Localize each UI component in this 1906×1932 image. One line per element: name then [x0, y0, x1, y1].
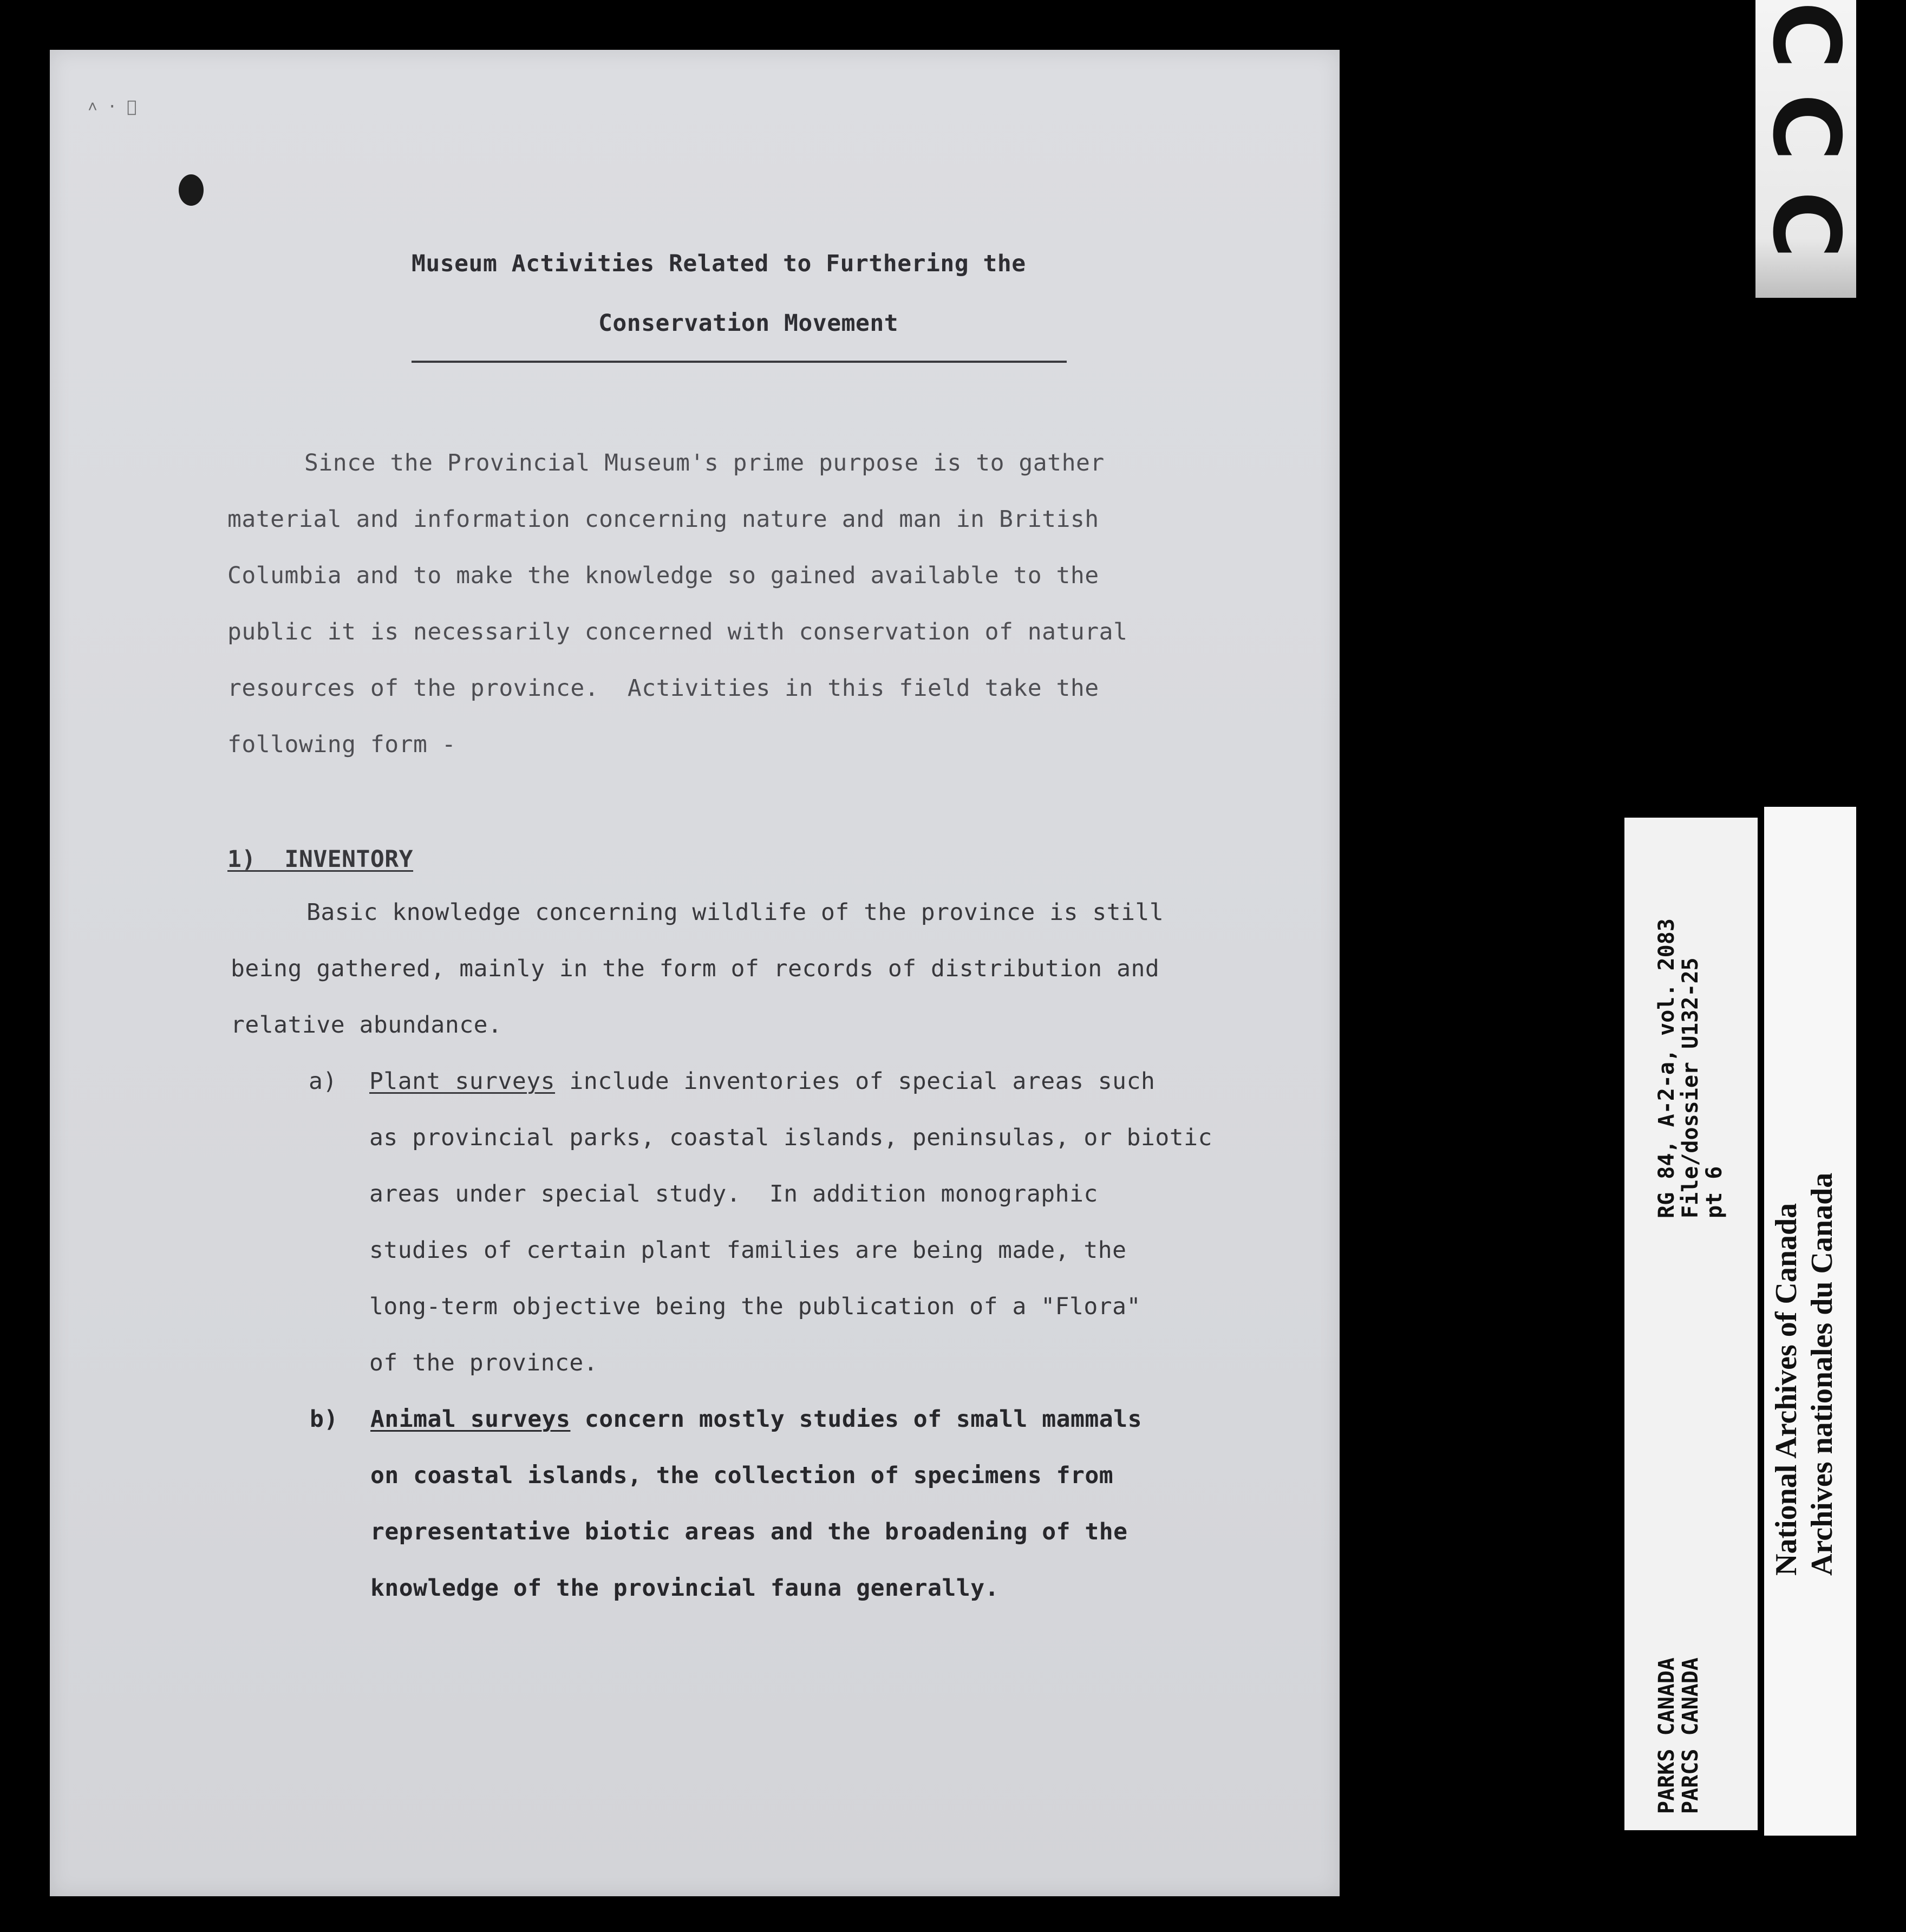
agency-en: PARKS CANADA — [1654, 1657, 1679, 1814]
punch-hole — [179, 174, 204, 206]
intro-line-2: material and information concerning nature and man in British — [227, 506, 1099, 533]
agency-fr: PARCS CANADA — [1678, 1657, 1703, 1814]
inventory-line-3: relative abundance. — [231, 1011, 502, 1039]
item-a-line-6: of the province. — [369, 1349, 598, 1376]
reference-line-1: RG 84, A-2-a, vol. 2083 — [1654, 918, 1679, 1218]
archives-name-card — [1764, 807, 1856, 1836]
inventory-line-2: being gathered, mainly in the form of records of distribution and — [231, 955, 1160, 982]
title-underline — [412, 361, 1067, 363]
intro-line-4: public it is necessarily concerned with conservation of natural — [227, 618, 1128, 645]
item-b-first-rest: concern mostly studies of small mammals — [570, 1406, 1142, 1433]
reference-line-2: File/dossier U132-25 — [1678, 957, 1703, 1218]
document-title-line1: Museum Activities Related to Furthering the — [412, 250, 1026, 277]
frame-mark-1: C — [1752, 1, 1859, 69]
item-a-line-3: areas under special study. In addition monographic — [369, 1180, 1098, 1208]
film-frame-strip — [1752, 0, 1859, 298]
section-heading-inventory: 1) INVENTORY — [227, 846, 414, 873]
item-a-line-4: studies of certain plant families are being made, the — [369, 1237, 1127, 1264]
document-title-line2: Conservation Movement — [598, 310, 899, 337]
item-b-label: Animal surveys — [370, 1406, 571, 1433]
archives-name-en: National Archives of Canada — [1770, 1203, 1803, 1576]
item-b-line-3: representative biotic areas and the broadening of the — [370, 1518, 1128, 1545]
inventory-line-1: Basic knowledge concerning wildlife of the province is still — [306, 899, 1164, 926]
item-a-marker: a) — [309, 1068, 337, 1095]
item-a-label: Plant surveys — [369, 1068, 556, 1095]
intro-line-6: following form - — [227, 731, 456, 758]
intro-line-3: Columbia and to make the knowledge so gained available to the — [227, 562, 1099, 589]
item-a-first-rest: include inventories of special areas such — [555, 1068, 1156, 1095]
item-a-line-5: long-term objective being the publication of a "Flora" — [369, 1293, 1141, 1320]
item-b-line-2: on coastal islands, the collection of specimens from — [370, 1462, 1114, 1489]
item-b-line-4: knowledge of the provincial fauna generally. — [370, 1575, 1000, 1602]
item-b-first-line — [370, 1406, 1142, 1433]
intro-line-1: Since the Provincial Museum's prime purpose is to gather — [304, 449, 1105, 477]
item-b-marker: b) — [310, 1406, 338, 1433]
archive-reference-card — [1624, 818, 1758, 1830]
frame-mark-2: C — [1752, 93, 1859, 161]
item-a-line-2: as provincial parks, coastal islands, peninsulas, or biotic — [369, 1124, 1212, 1151]
page-speck: ˄ · ﾞ — [88, 97, 137, 116]
intro-line-5: resources of the province. Activities in this field take the — [227, 675, 1099, 702]
frame-mark-3: C — [1752, 191, 1859, 259]
reference-line-3: pt 6 — [1702, 1166, 1727, 1218]
archives-name-fr: Archives nationales du Canada — [1805, 1172, 1839, 1576]
item-a-first-line — [369, 1068, 1155, 1095]
